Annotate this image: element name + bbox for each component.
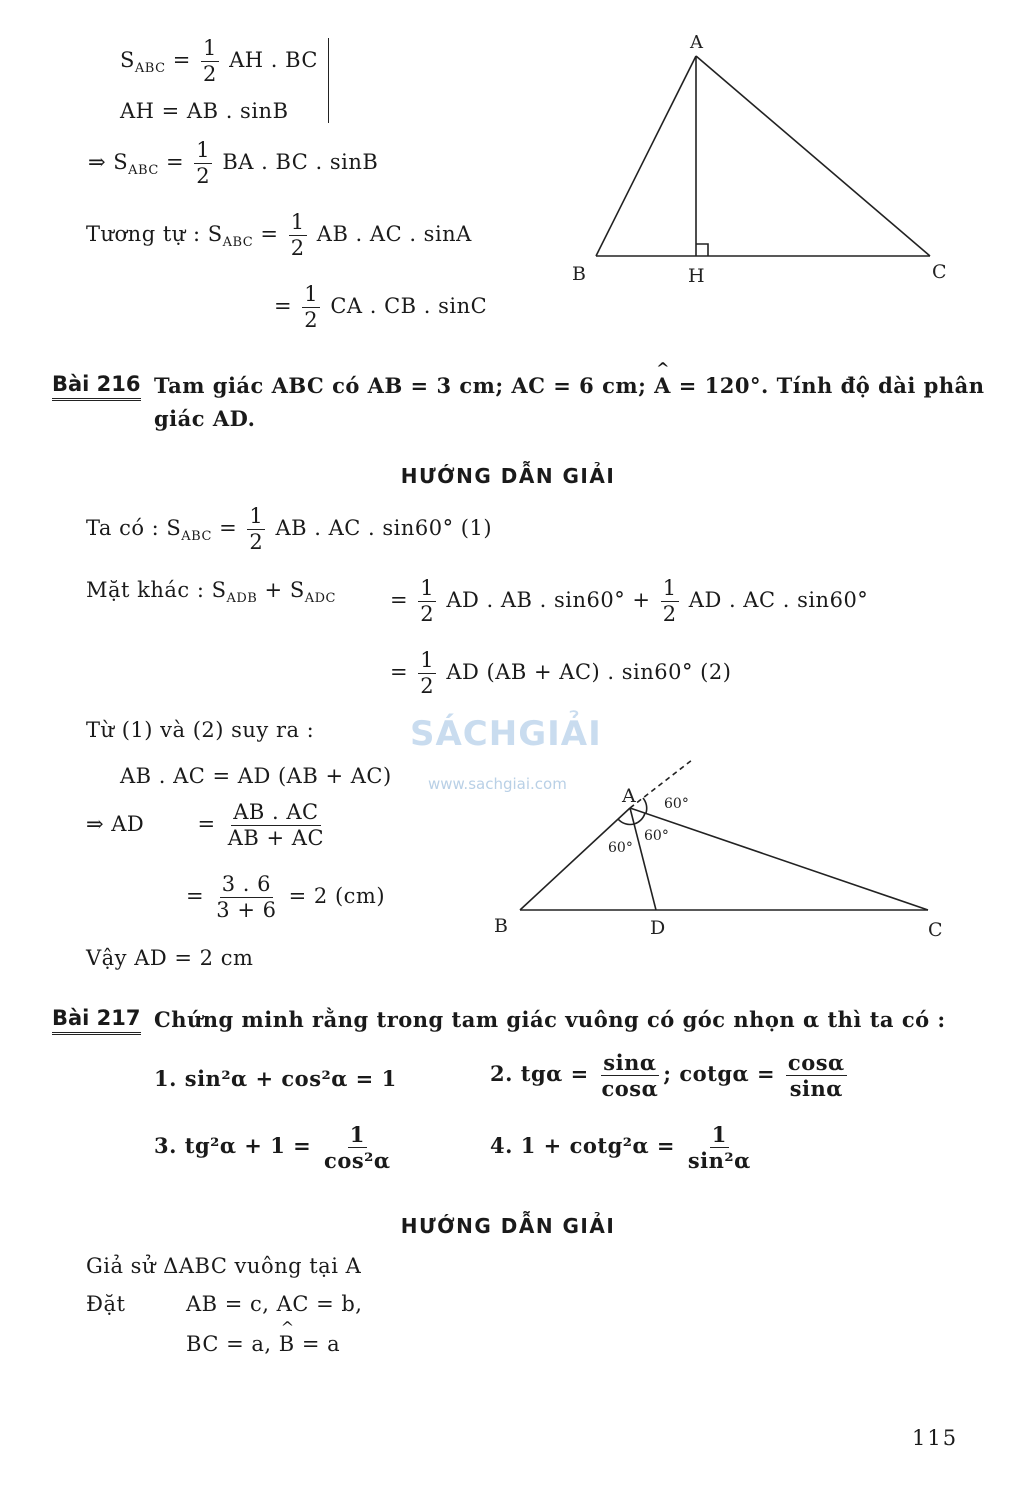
formula-area-ah: $S_{ABC}$ = $\frac{1}{2}$ AH . BC AH = AB . sinB	[120, 38, 329, 123]
formula-area-sina: Tương tự : $S_{ABC}$ = $\frac{1}{2}$ AB . AC . sinA	[86, 210, 472, 260]
watermark-brand: SÁCHGIẢI	[410, 714, 602, 754]
bai-217-heading: HƯỚNG DẪN GIẢI	[400, 1214, 616, 1238]
bai-217-step-1: Giả sử ΔABC vuông tại A	[86, 1254, 362, 1278]
label-b: B	[572, 263, 586, 285]
side-ac	[630, 808, 928, 910]
watermark-url: www.sachgiai.com	[428, 775, 567, 793]
bai-217-step-2-label: Đặt	[86, 1292, 126, 1316]
angle-arc-left	[618, 819, 634, 824]
bai-216-step-1: Ta có : $S_{ABC}$ = $\frac{1}{2}$ AB . AC . sin60° (1)	[86, 504, 493, 554]
angle-arc-outer	[643, 798, 647, 813]
side-ab	[596, 56, 696, 256]
label-c: C	[932, 261, 947, 283]
formula-area-sinb: ⇒ $S_{ABC}$ = $\frac{1}{2}$ BA . BC . sinB	[88, 138, 379, 188]
label-h: H	[688, 265, 705, 287]
side-ab	[520, 808, 630, 910]
angle-arc-right	[634, 813, 645, 824]
bai-216-step-2-rhs: = $\frac{1}{2}$ AD . AB . sin60° + $\frac{1}{2}$ AD . AC . sin60°	[390, 576, 869, 626]
label-a: A	[622, 785, 636, 807]
bai-217-step-2: AB = c, AC = b,	[186, 1292, 363, 1316]
bai-217-step-3: BC = a, ^ B = a	[186, 1332, 340, 1356]
angle-label-right: 60°	[644, 828, 669, 844]
bai-216-step-3: = $\frac{1}{2}$ AD (AB + AC) . sin60° (2)	[390, 648, 732, 698]
bai-217-formula-1: 1. sin²α + cos²α = 1	[154, 1066, 397, 1091]
right-angle-mark	[696, 244, 708, 256]
triangle-altitude-figure	[560, 28, 960, 298]
bai-216-conclusion: Vậy AD = 2 cm	[86, 946, 254, 970]
label-a: A	[690, 32, 703, 53]
page-number: 115	[912, 1426, 959, 1450]
formula-area-sinc: = $\frac{1}{2}$ CA . CB . sinC	[274, 282, 488, 332]
bai-216-step-6: ⇒ AD = $\frac{AB . AC}{AB + AC}$	[86, 800, 325, 850]
bai-216-heading: HƯỚNG DẪN GIẢI	[400, 464, 616, 488]
label-c: C	[928, 919, 943, 941]
bai-216-step-7: = $\frac{3 . 6}{3 + 6}$ = 2 (cm)	[186, 872, 386, 922]
bai-216-label: Bài 216	[52, 372, 141, 396]
bai-216-problem: Tam giác ABC có AB = 3 cm; AC = 6 cm; ^ A = 120°. Tính độ dài phân	[154, 373, 985, 398]
bai-217-formula-3: 3. tg²α + 1 = $\frac{1}{\text{cos²α}}$	[154, 1122, 391, 1173]
bai-217-formula-4: 4. 1 + cotg²α = $\frac{1}{\text{sin²α}}$	[490, 1122, 751, 1173]
side-ac	[696, 56, 930, 256]
label-b: B	[494, 915, 508, 937]
angle-label-outer: 60°	[664, 796, 689, 812]
bai-217-label: Bài 217	[52, 1006, 141, 1030]
bai-216-step-5: AB . AC = AD (AB + AC)	[120, 764, 392, 788]
bai-216-problem-line2: giác AD.	[154, 406, 256, 431]
angle-label-left: 60°	[608, 840, 633, 856]
triangle-bisector-figure	[480, 752, 960, 952]
bai-217-problem: Chứng minh rằng trong tam giác vuông có góc nhọn α thì ta có :	[154, 1007, 946, 1032]
label-d: D	[650, 917, 666, 939]
bai-217-formula-2: 2. tgα = $\frac{\sin\alpha}{\cos\alpha}$ ; cotgα = $\frac{\cos\alpha}{\sin\alpha}$	[490, 1050, 845, 1101]
bai-216-step-2: Mặt khác : $S_{ADB} + S_{ADC}$	[86, 578, 336, 606]
bai-216-step-4: Từ (1) và (2) suy ra :	[86, 718, 315, 742]
